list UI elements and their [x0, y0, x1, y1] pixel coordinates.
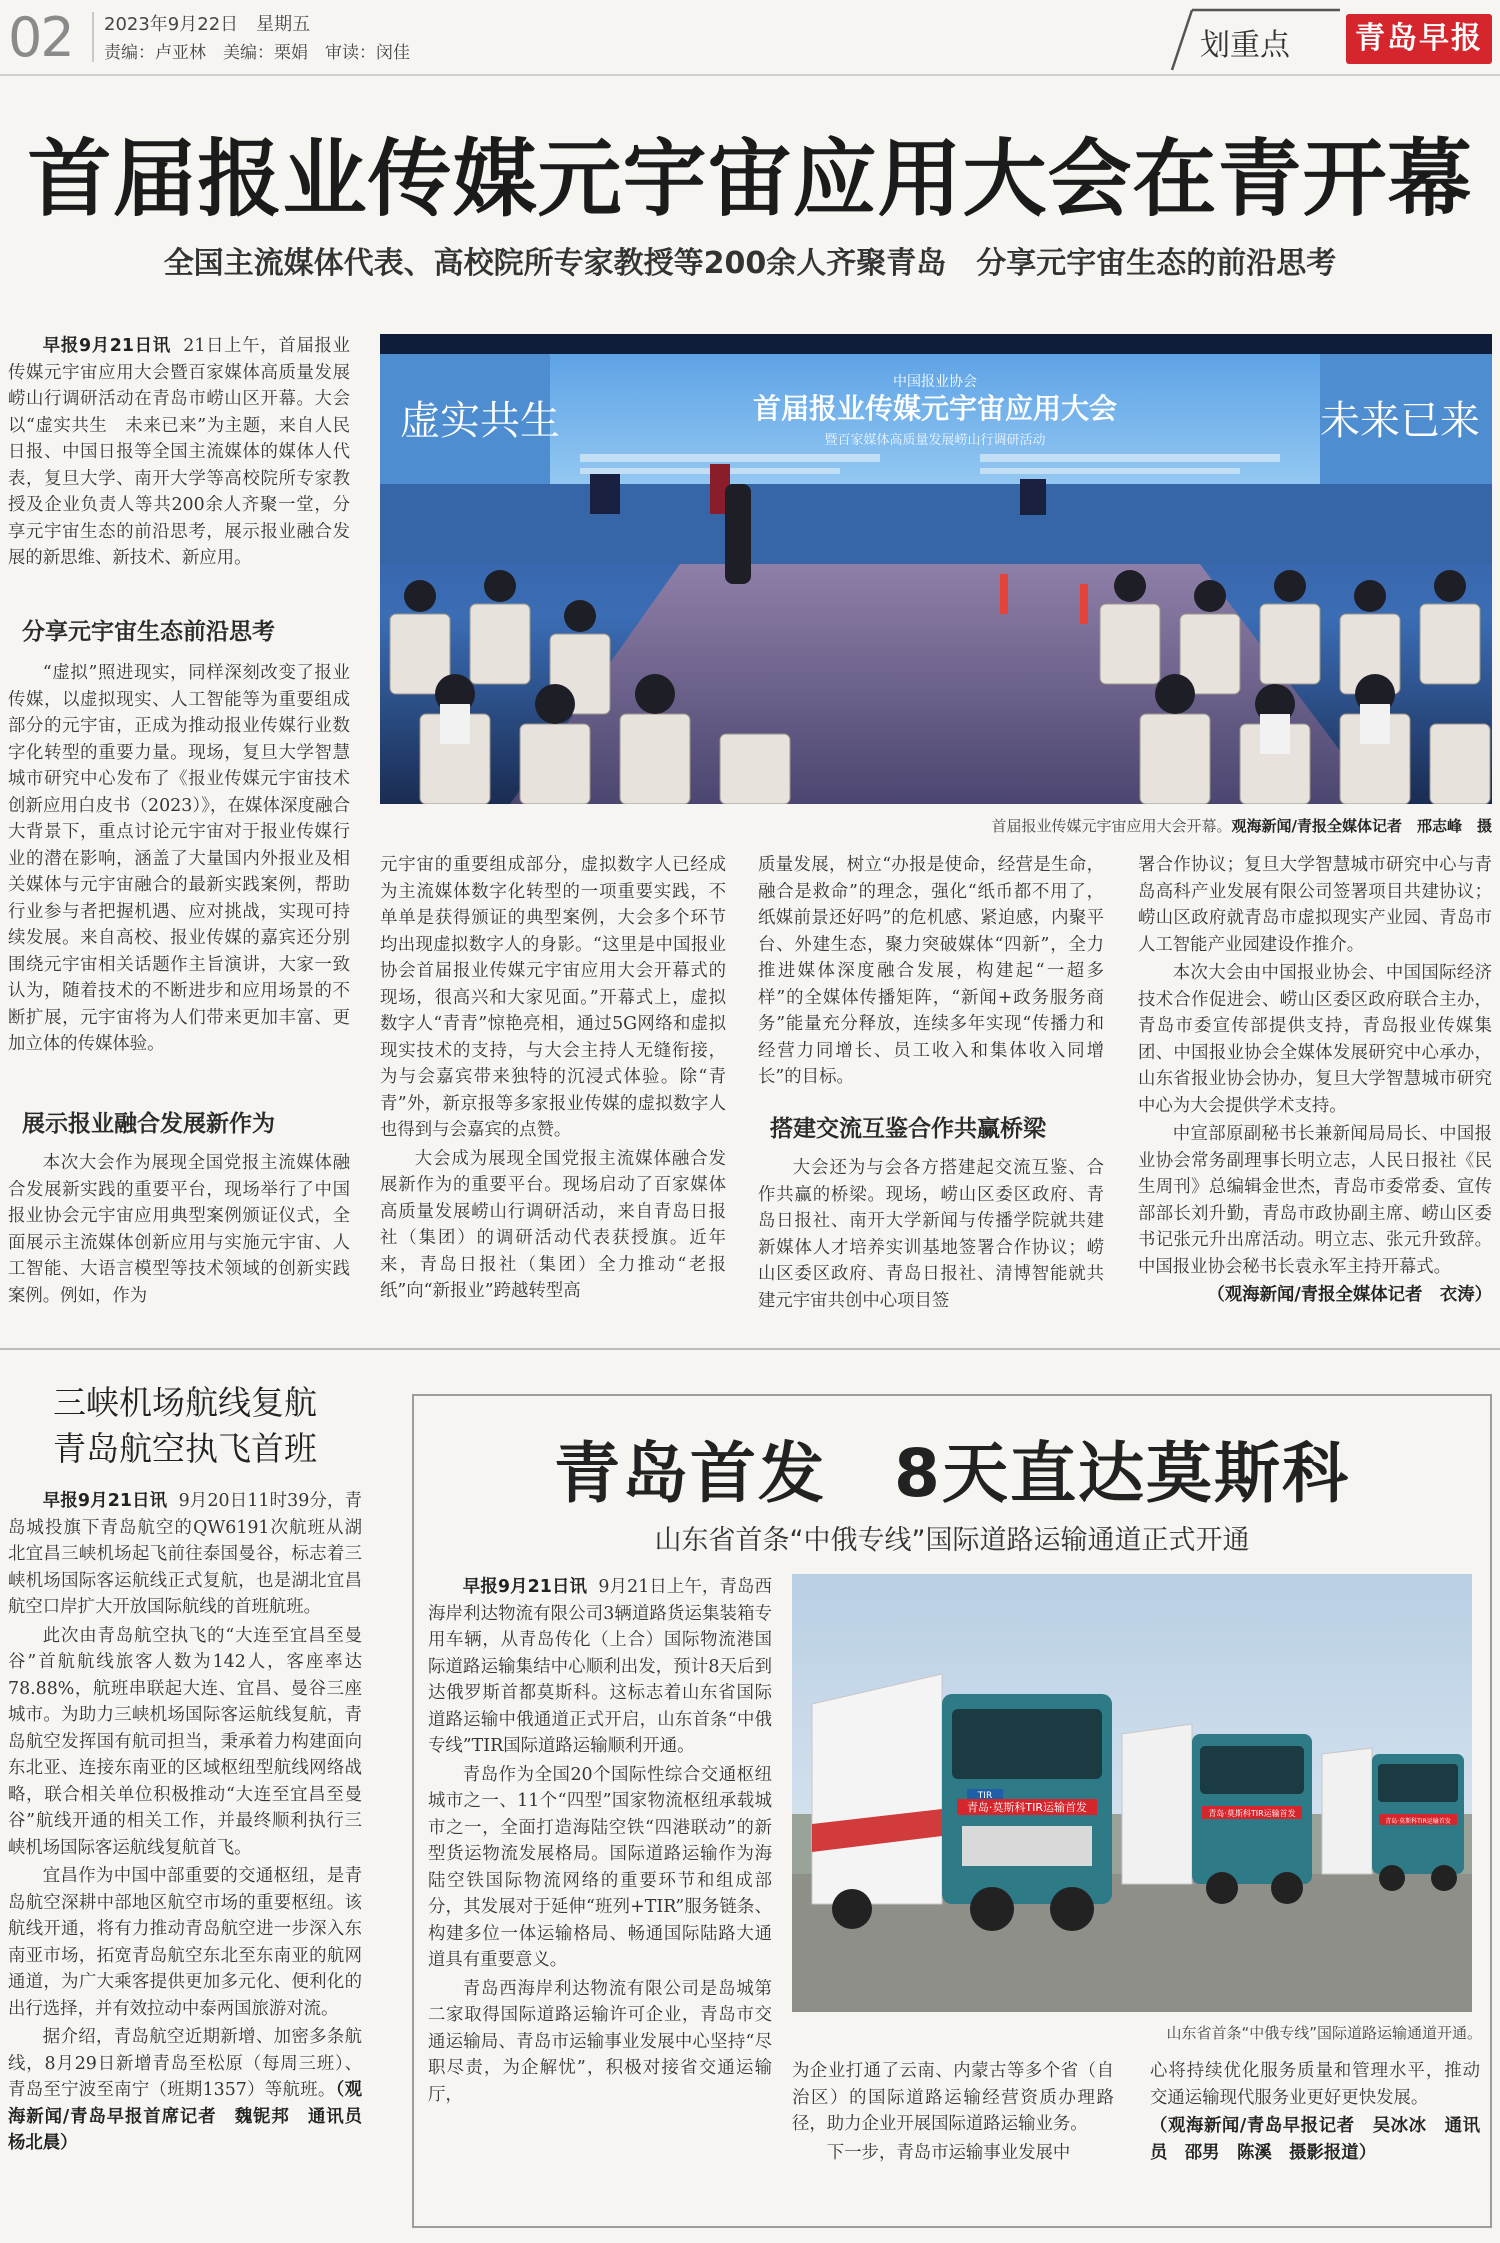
truck-3-label: 青岛·莫斯科TIR运输首发 — [1385, 1818, 1451, 1825]
story1-col2-paragraph-1: 元宇宙的重要组成部分，虚拟数字人已经成为主流媒体数字化转型的一项重要实践，不单单是获得颁证的典型案例，大会多个环节均出现虚拟数字人的身影。“这里是中国报业协会首届报业传媒元宇宙应用大会开幕式的现场，很高兴和大家见面。”开幕式上，虚拟数字人“青青”惊艳亮相，通过5G网络和虚拟现实技术的支持，与大会主持人无缝衔接，为与会嘉宾带来独特的沉浸式体验。除“青青”外，新京报等多家报业传媒的虚拟数字人也得到与会嘉宾的点赞。 — [380, 855, 726, 1140]
truck-1-label: 青岛·莫斯科TIR运输首发 — [966, 1801, 1088, 1814]
story3-subheadline: 山东省首条“中俄专线”国际道路运输通道正式开通 — [654, 1525, 1250, 1556]
story2-body — [8, 1488, 380, 2159]
story1-paragraph-3: 本次大会作为展现全国党报主流媒体融合发展新实践的重要平台，现场举行了中国报业协会元宇宙应用典型案例颁证仪式，全面展示主流媒体创新应用与实施元宇宙、人工智能、大语言模型等技术领域的创新实践案例。例如，作为 — [8, 1153, 350, 1306]
story3-col2-paragraph-1: 为企业打通了云南、内蒙古等多个省（自治区）的国际道路运输经营资质办理路径，助力企业开展国际道路运输业务。 — [792, 2061, 1114, 2134]
story1-column-2 — [380, 852, 726, 1307]
story3-headline: 青岛首发 8天直达莫斯科 — [554, 1435, 1350, 1512]
story1-column-3 — [758, 852, 1104, 1093]
banner-title: 首届报业传媒元宇宙应用大会 — [752, 392, 1118, 425]
story1-intro — [8, 333, 350, 574]
story1-col3-paragraph-1: 质量发展，树立“办报是使命，经营是生命，融合是救命”的理念，强化“纸币都不用了，纸媒前景还好吗”的危机感、紧迫感，内聚平台、外建生态，聚力突破媒体“四新”，全力推进媒体深度融合发展，构建起“一超多样”的全媒体传播矩阵，“新闻+政务服务商务”能量充分释放，连续多年实现“传播力和经营力同增长、员工收入和集体收入同增长”的目标。 — [758, 855, 1104, 1087]
story1-col3-paragraph-2: 大会还为与会各方搭建起交流互鉴、合作共赢的桥梁。现场，崂山区委区政府、青岛日报社、南开大学新闻与传播学院就共建新媒体人才培养实训基地签署合作协议；崂山区委区政府、青岛日报社、清博智能就共建元宇宙共创中心项目签 — [758, 1158, 1104, 1311]
main-headline: 首届报业传媒元宇宙应用大会在青开幕 — [27, 130, 1473, 228]
story1-subhead-1: 分享元宇宙生态前沿思考 — [22, 619, 275, 645]
story2-headline-line-1: 三峡机场航线复航 — [53, 1383, 317, 1422]
story1-subhead-3: 搭建交流互鉴合作共赢桥梁 — [770, 1116, 1046, 1142]
editors-credit: 责编：卢亚林 美编：栗娟 审读：闵佳 — [104, 43, 410, 63]
story1-byline: （观海新闻/青报全媒体记者 衣涛） — [1207, 1285, 1492, 1305]
banner-org: 中国报业协会 — [893, 374, 977, 390]
conference-photo-drawing — [380, 334, 1492, 804]
story2-lead: 早报9月21日讯 — [42, 1491, 168, 1511]
story2-byline: （观海新闻/青岛早报首席记者 魏铌邦 通讯员 杨北晨） — [8, 2080, 380, 2153]
story2-headline — [8, 1380, 362, 1472]
story2-paragraph-4: 据介绍，青岛航空近期新增、加密多条航线，8月29日新增青岛至松原（每周三班）、青岛至宁波至南宁（班期1357）等航班。 — [8, 2027, 362, 2100]
story2-headline-line-2: 青岛航空执飞首班 — [53, 1429, 317, 1468]
truck-1 — [812, 1674, 1112, 1931]
header-rule — [0, 74, 1500, 76]
story3-column-1 — [428, 1574, 772, 2110]
story3-byline: （观海新闻/青岛早报记者 吴冰冰 通讯员 邵男 陈溪 摄影报道） — [1150, 2116, 1480, 2163]
left-slogan: 虚实共生 — [400, 398, 560, 444]
caption1-credit: 观海新闻/青报全媒体记者 邢志峰 摄 — [1231, 817, 1492, 835]
story1-col2-paragraph-2: 大会成为展现全国党报主流媒体融合发展新作为的重要平台。现场启动了百家媒体高质量发展崂山行调研活动，来自青岛日报社（集团）的调研活动代表获授旗。近年来，青岛日报社（集团）全力推动“老报纸”向“新报业”跨越转型高 — [380, 1148, 726, 1301]
trucks-photo — [792, 1574, 1472, 2012]
tir-plate: TIR — [977, 1791, 993, 1801]
story1-col4-paragraph-2: 本次大会由中国报业协会、中国国际经济技术合作促进会、崂山区委区政府联合主办，青岛市委宣传部提供支持，青岛报业传媒集团、中国报业协会全媒体发展研究中心承办，山东省报业协会协办，复旦大学智慧城市研究中心为大会提供学术支持。 — [1138, 963, 1492, 1116]
issue-date: 2023年9月22日 星期五 — [104, 14, 311, 35]
header-divider — [92, 12, 94, 62]
story2-paragraph-2: 此次由青岛航空执飞的“大连至宜昌至曼谷”首航航线旅客人数为142人，客座率达78.88%，航班串联起大连、宜昌、曼谷三座城市。为助力三峡机场国际客运航线复航，青岛航空发挥国有航司担当，秉承着力构建面向东北亚、连接东南亚的区域枢纽型航线网络战略，联合相关单位积极推动“大连至宜昌至曼谷”航线开通的相关工作，并最终顺利执行三峡机场国际客运航线复航首飞。 — [8, 1625, 362, 1858]
newspaper-logo: 青岛早报 — [1346, 14, 1492, 64]
story3-column-3 — [1150, 2058, 1480, 2168]
story3-lead: 早报9月21日讯 — [462, 1577, 588, 1597]
story3-paragraph-2: 青岛作为全国20个国际性综合交通枢纽城市之一、11个“四型”国家物流枢纽承载城市之一，全面打造海陆空铁“四港联动”的新型货运物流发展格局。国际道路运输作为海陆空铁国际物流网络的重要环节和组成部分，其发展对于延伸“班列+TIR”服务链条、构建多位一体运输格局、畅通国际陆路大通道具有重要意义。 — [428, 1764, 772, 1970]
story3-paragraph-3: 青岛西海岸利达物流有限公司是岛城第二家取得国际道路运输许可企业，青岛市交通运输局、青岛市运输事业发展中心坚持“尽职尽责，为企解忧”，积极对接省交通运输厅， — [428, 1978, 772, 2105]
main-subheadline: 全国主流媒体代表、高校院所专家教授等200余人齐聚青岛 分享元宇宙生态的前沿思考 — [163, 246, 1337, 281]
story1-col4-paragraph-1: 署合作协议；复旦大学智慧城市研究中心与青岛高科产业发展有限公司签署项目共建协议；崂山区政府就青岛市虚拟现实产业园、青岛市人工智能产业园建设作推介。 — [1138, 855, 1492, 955]
conference-photo — [380, 334, 1492, 804]
story1-column-4 — [1138, 852, 1492, 1311]
caption1-text: 首届报业传媒元宇宙应用大会开幕。 — [991, 817, 1232, 835]
story1-paragraph-1: 21日上午，首届报业传媒元宇宙应用大会暨百家媒体高质量发展崂山行调研活动在青岛市崂山区开幕。大会以“虚实共生 未来已来”为主题，来自人民日报、中国日报等全国主流媒体的媒体人代表，复旦大学、南开大学等高校院所专家教授及企业负责人等共200余人齐聚一堂，分享元宇宙生态的前沿思考，展示报业融合发展的新思维、新技术、新应用。 — [8, 336, 350, 568]
story3-paragraph-1: 9月21日上午，青岛西海岸利达物流有限公司3辆道路货运集装箱专用车辆，从青岛传化（上合）国际物流港国际道路运输集结中心顺利出发，预计8天后到达俄罗斯首都莫斯科。这标志着山东省国际道路运输中俄通道正式开启，山东首条“中俄专线”TIR国际道路运输顺利开通。 — [428, 1577, 772, 1756]
story3-col3-paragraph-1: 心将持续优化服务质量和管理水平，推动交通运输现代服务业更好更快发展。 — [1150, 2061, 1480, 2108]
story1-col4-paragraph-3: 中宣部原副秘书长兼新闻局局长、中国报业协会常务副理事长明立志，人民日报社《民生周刊》总编辑金世杰，青岛市委常委、宣传部部长刘升勤，青岛市政协副主席、崂山区委书记张元升出席活动。明立志、张元升致辞。中国报业协会秘书长袁永军主持开幕式。 — [1138, 1124, 1492, 1277]
story1-column-1-bottom — [8, 1150, 350, 1311]
page-number: 02 — [8, 6, 73, 69]
story3-column-2 — [792, 2058, 1114, 2168]
story1-paragraph-2: “虚拟”照进现实，同样深刻改变了报业传媒，以虚拟现实、人工智能等为重要组成部分的元宇宙，正成为推动报业传媒行业数字化转型的重要力量。现场，复旦大学智慧城市研究中心发布了《报业传媒元宇宙技术创新应用白皮书（2023）》，在媒体深度融合大背景下，重点讨论元宇宙对于报业传媒行业的潜在影响，涵盖了大量国内外报业及相关媒体与元宇宙融合的最新实践案例，帮助行业参与者把握机遇、应对挑战，实现可持续发展。来自高校、报业传媒的嘉宾还分别围绕元宇宙相关话题作主旨演讲，大家一致认为，随着技术的不断进步和应用场景的不断扩展，元宇宙将为人们带来更加丰富、更加立体的传媒体验。 — [8, 663, 350, 1054]
trucks-photo-drawing — [792, 1574, 1472, 2012]
story2-paragraph-1: 9月20日11时39分，青岛城投旗下青岛航空的QW6191次航班从湖北宜昌三峡机场起飞前往泰国曼谷，标志着三峡机场国际客运航线正式复航，也是湖北宜昌航空口岸扩大开放国际航线的首班航班。 — [8, 1491, 362, 1617]
story1-column-3-bottom — [758, 1155, 1104, 1316]
story1-lead: 早报9月21日讯 — [42, 336, 171, 356]
story1-column-1-mid — [8, 660, 350, 1060]
section-divider — [0, 1348, 1500, 1350]
trucks-photo-caption: 山东省首条“中俄专线”国际道路运输通道开通。 — [1166, 2024, 1482, 2042]
story3-col2-paragraph-2: 下一步，青岛市运输事业发展中 — [826, 2142, 1071, 2163]
section-label: 划重点 — [1200, 28, 1290, 63]
conference-photo-caption — [882, 815, 1492, 836]
truck-2-label: 青岛·莫斯科TIR运输首发 — [1208, 1809, 1296, 1818]
story2-paragraph-3: 宜昌作为中国中部重要的交通枢纽，是青岛航空深耕中部地区航空市场的重要枢纽。该航线开通，将有力推动青岛航空进一步深入东南亚市场，拓宽青岛航空东北至东南亚的航网通道，为广大乘客提供更加多元化、便利化的出行选择，并有效拉动中泰两国旅游对流。 — [8, 1866, 362, 2019]
banner-subtitle: 暨百家媒体高质量发展崂山行调研活动 — [824, 433, 1046, 448]
story1-subhead-2: 展示报业融合发展新作为 — [22, 1111, 275, 1137]
truck-3 — [1322, 1748, 1464, 1891]
right-slogan: 未来已来 — [1320, 398, 1480, 444]
truck-2 — [1122, 1724, 1312, 1904]
